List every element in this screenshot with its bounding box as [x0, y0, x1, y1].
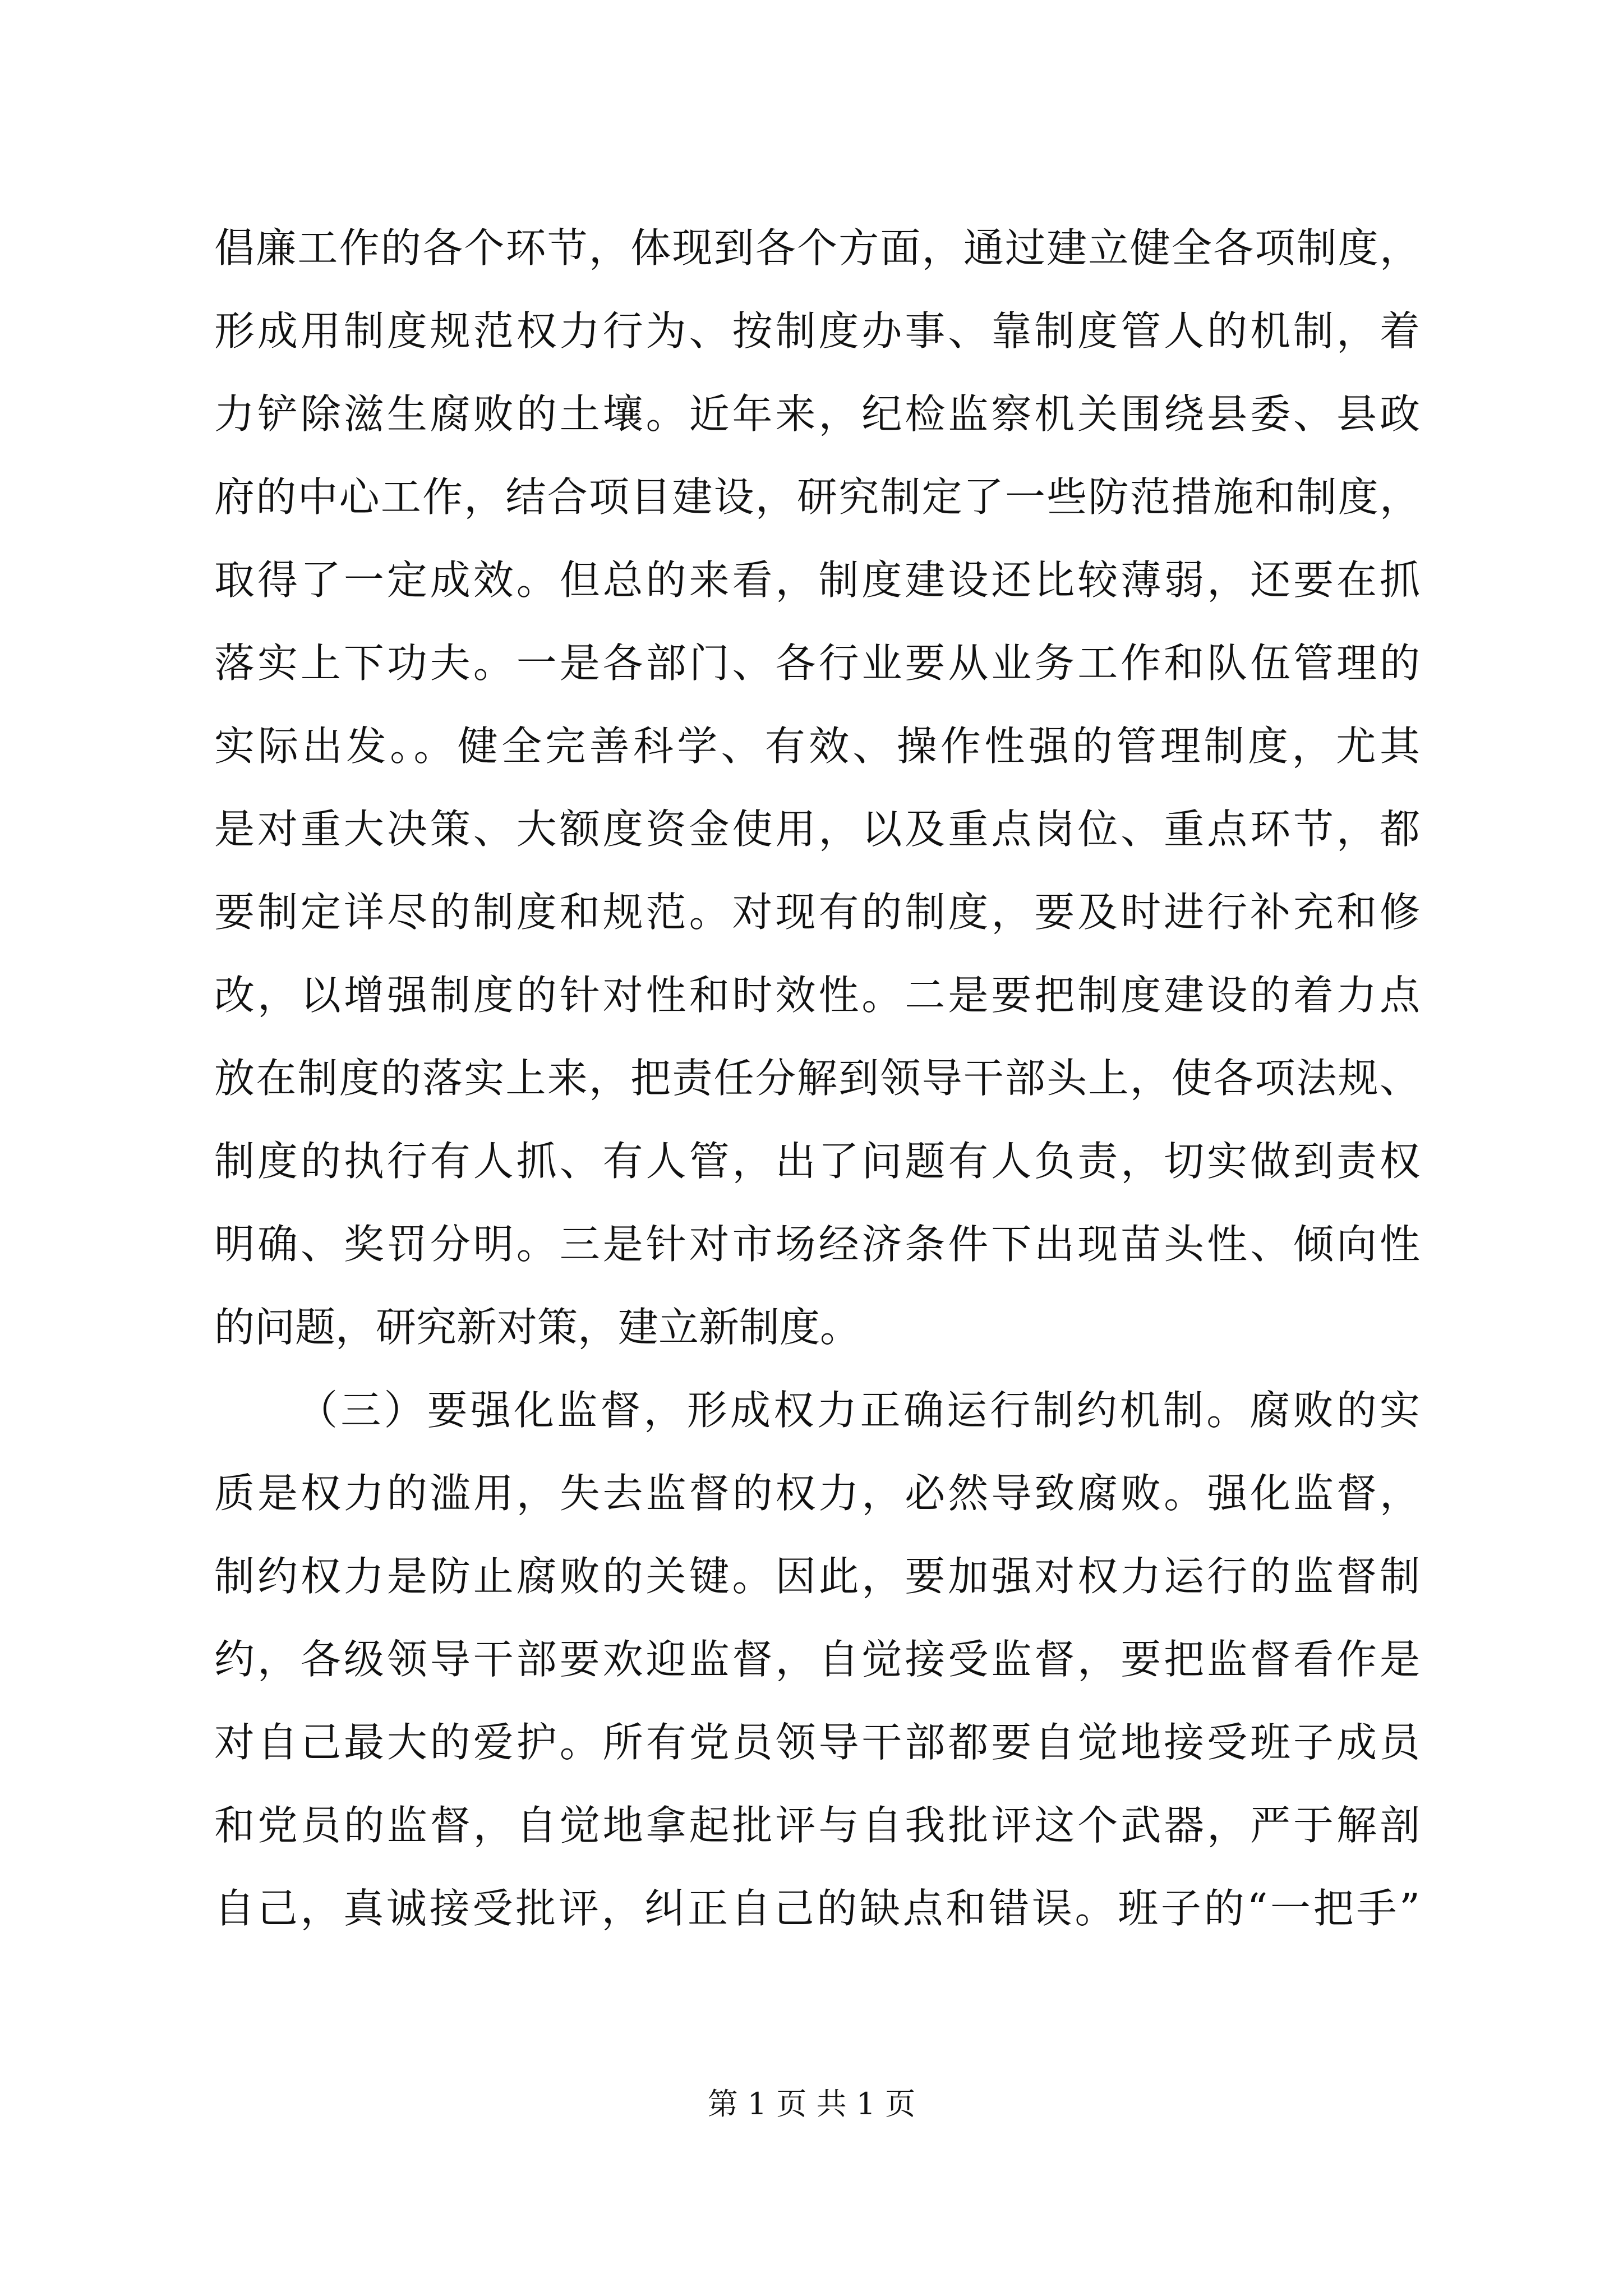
text-line: 是对重大决策、大额度资金使用，以及重点岗位、重点环节，都 — [214, 806, 1420, 853]
text-line: 明确、奖罚分明。三是针对市场经济条件下出现苗头性、倾向性 — [214, 1221, 1420, 1268]
text-line: 要制定详尽的制度和规范。对现有的制度，要及时进行补充和修 — [214, 889, 1420, 936]
text-line: 取得了一定成效。但总的来看，制度建设还比较薄弱，还要在抓 — [214, 556, 1420, 604]
text-line: 府的中心工作，结合项目建设，研究制定了一些防范措施和制度， — [214, 473, 1420, 521]
text-line: 自己，真诚接受批评，纠正自己的缺点和错误。班子的“一把手” — [214, 1885, 1420, 1932]
text-line: 制度的执行有人抓、有人管，出了问题有人负责，切实做到责权 — [214, 1138, 1420, 1185]
page-footer: 第 1 页 共 1 页 — [707, 2086, 916, 2122]
text-line: 和党员的监督，自觉地拿起批评与自我批评这个武器，严于解剖 — [214, 1802, 1420, 1849]
text-line: 实际出发。。健全完善科学、有效、操作性强的管理制度，尤其 — [214, 723, 1420, 770]
text-line-paragraph-end: 的问题，研究新对策，建立新制度。 — [214, 1304, 861, 1351]
text-line: 改，以增强制度的针对性和时效性。二是要把制度建设的着力点 — [214, 972, 1420, 1019]
text-line: 力铲除滋生腐败的土壤。近年来，纪检监察机关围绕县委、县政 — [214, 390, 1420, 438]
section-heading-line: （三）要强化监督，形成权力正确运行制约机制。腐败的实 — [297, 1387, 1420, 1434]
text-line: 形成用制度规范权力行为、按制度办事、靠制度管人的机制，着 — [214, 307, 1420, 355]
text-line: 倡廉工作的各个环节，体现到各个方面，通过建立健全各项制度， — [214, 224, 1420, 272]
text-line: 落实上下功夫。一是各部门、各行业要从业务工作和队伍管理的 — [214, 639, 1420, 687]
text-line: 质是权力的滥用，失去监督的权力，必然导致腐败。强化监督， — [214, 1470, 1420, 1517]
body-text — [214, 206, 1420, 1950]
text-line: 制约权力是防止腐败的关键。因此，要加强对权力运行的监督制 — [214, 1553, 1420, 1600]
text-line: 放在制度的落实上来，把责任分解到领导干部头上，使各项法规、 — [214, 1055, 1420, 1102]
text-line: 约，各级领导干部要欢迎监督，自觉接受监督，要把监督看作是 — [214, 1636, 1420, 1683]
text-line: 对自己最大的爱护。所有党员领导干部都要自觉地接受班子成员 — [214, 1719, 1420, 1766]
